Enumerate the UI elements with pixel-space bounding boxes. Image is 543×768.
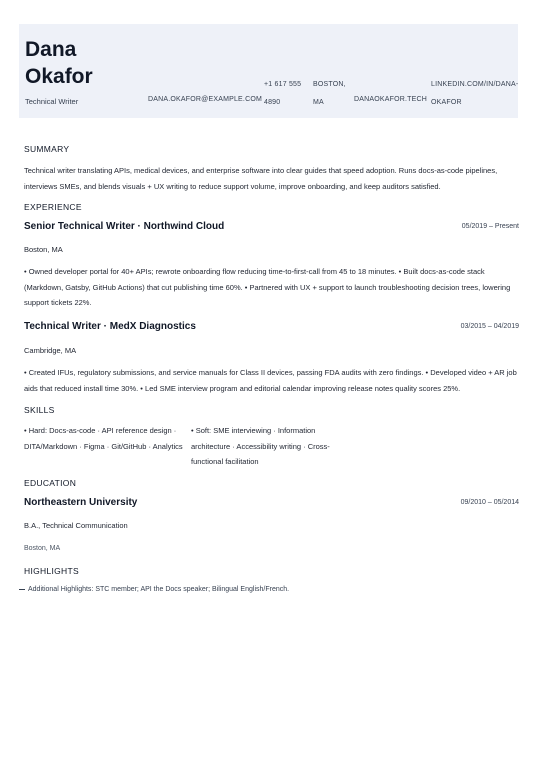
job-1-dates: 05/2019 – Present — [461, 223, 519, 230]
job-2-title: Technical Writer · MedX Diagnostics — [24, 321, 196, 332]
contact-website[interactable]: DANAOKAFOR.TECH — [354, 96, 428, 103]
last-name: Okafor — [25, 65, 93, 88]
summary-text: Technical writer translating APIs, medical devices, and enterprise software into clear guides that speed adoption. Runs docs-as-code pipelines, interviews SMEs, and blends visuals + UX writing to reduce support volume, improve onboarding, and keep auditors satisfied. — [24, 166, 498, 191]
job-2-bullets: • Created IFUs, regulatory submissions, and service manuals for Class II devices, passing FDA audits with zero findings. • Developed video + AR job aids that reduced install time 30%. • Led SME interview program and editorial calendar improving release notes quality scores 25%. — [24, 368, 517, 393]
education-school: Northeastern University — [24, 497, 138, 508]
education-heading: EDUCATION — [24, 478, 77, 488]
contact-linkedin[interactable]: LINKEDIN.COM/IN/DANA-OKAFOR — [431, 81, 519, 106]
contact-phone: +1 617 555 4890 — [264, 81, 302, 106]
dash-icon — [19, 589, 25, 590]
job-1-location: Boston, MA — [24, 245, 63, 254]
skills-hard: • Hard: Docs-as-code · API reference design · DITA/Markdown · Figma · Git/GitHub · Analytics — [24, 426, 183, 451]
highlights-heading: HIGHLIGHTS — [24, 566, 79, 576]
summary-heading: SUMMARY — [24, 144, 70, 154]
job-1-bullets: • Owned developer portal for 40+ APIs; rewrote onboarding flow reducing time-to-first-call from 45 to 18 minutes. • Built docs-as-code stack (Markdown, Gatsby, GitHub Actions) that cut publishing time 60%. • Partnered with UX + support to launch troubleshooting decision trees, lowering support tickets 22%. — [24, 267, 511, 307]
skills-heading: SKILLS — [24, 405, 55, 415]
job-title: Technical Writer — [25, 97, 79, 106]
job-2-location: Cambridge, MA — [24, 346, 77, 355]
candidate-name — [25, 36, 93, 90]
experience-heading: EXPERIENCE — [24, 202, 82, 212]
job-1-title: Senior Technical Writer · Northwind Cloud — [24, 221, 225, 232]
job-2-dates: 03/2015 – 04/2019 — [460, 323, 519, 330]
resume-header — [19, 24, 518, 118]
education-dates: 09/2010 – 05/2014 — [460, 499, 519, 506]
contact-location: BOSTON, MA — [313, 81, 346, 106]
education-location: Boston, MA — [24, 545, 61, 552]
contact-email[interactable]: DANA.OKAFOR@EXAMPLE.COM — [148, 96, 263, 103]
first-name: Dana — [25, 38, 77, 61]
highlights-line — [19, 586, 289, 593]
education-degree: B.A., Technical Communication — [24, 521, 128, 530]
skills-soft: • Soft: SME interviewing · Information architecture · Accessibility writing · Cross-functional facilitation — [191, 426, 330, 466]
highlights-text: Additional Highlights: STC member; API the Docs speaker; Bilingual English/French. — [28, 586, 290, 593]
